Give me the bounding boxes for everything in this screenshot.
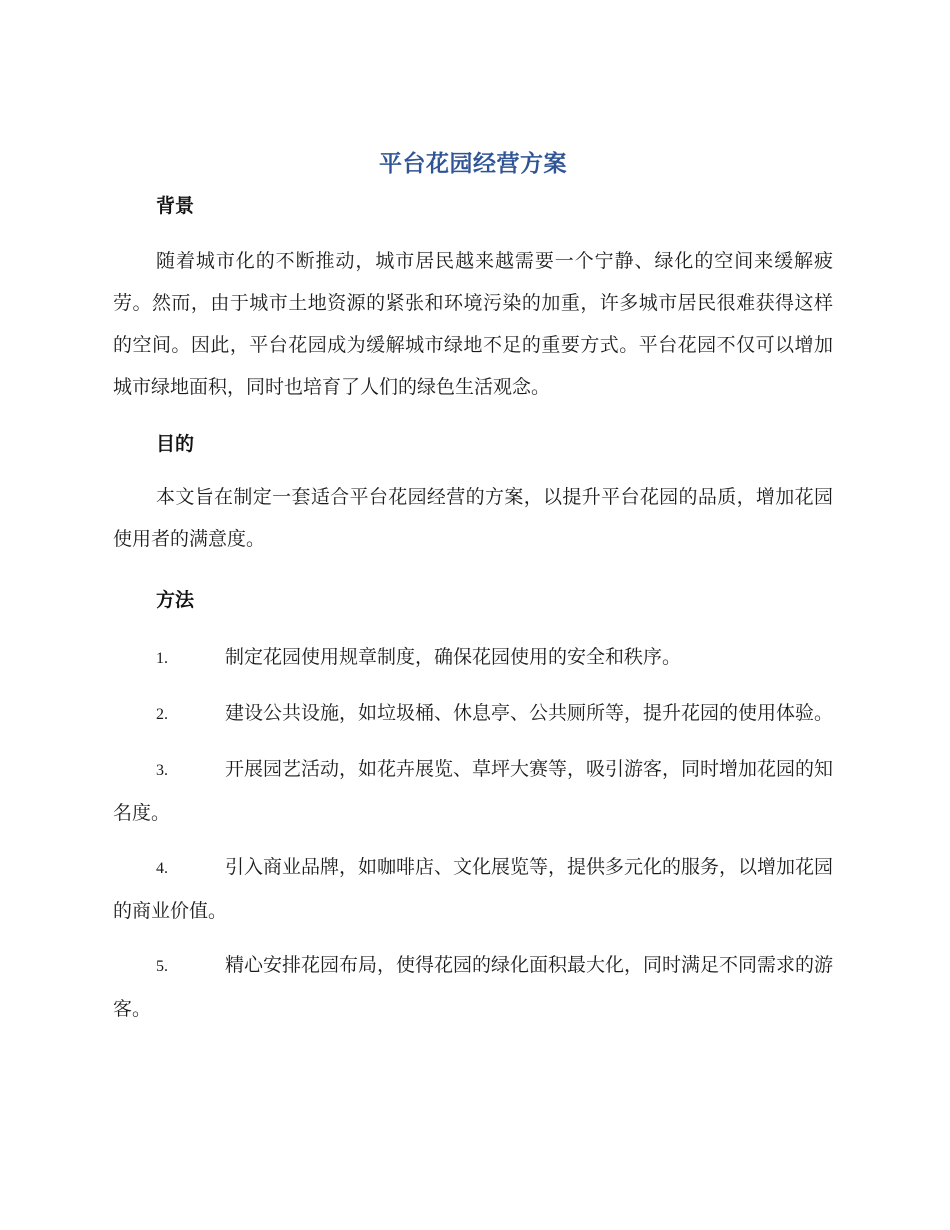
list-text: 精心安排花园布局，使得花园的绿化面积最大化，同时满足不同需求的游客。 <box>113 954 834 1020</box>
list-text: 建设公共设施，如垃圾桶、休息亭、公共厕所等，提升花园的使用体验。 <box>225 702 834 724</box>
list-number: 4. <box>156 860 168 877</box>
list-item <box>113 846 833 932</box>
list-item <box>113 748 833 834</box>
list-number: 5. <box>156 958 168 975</box>
section-heading-method: 方法 <box>156 589 195 611</box>
paragraph-background: 随着城市化的不断推动，城市居民越来越需要一个宁静、绿化的空间来缓解疲劳。然而，由于城市土地资源的紧张和环境污染的加重，许多城市居民很难获得这样的空间。因此，平台花园成为缓解城市绿地不足的重要方式。平台花园不仅可以增加城市绿地面积，同时也培育了人们的绿色生活观念。 <box>113 250 833 398</box>
list-text: 制定花园使用规章制度，确保花园使用的安全和秩序。 <box>225 646 682 668</box>
section-heading-background: 背景 <box>156 195 195 217</box>
list-number: 3. <box>156 762 168 779</box>
list-item <box>113 636 833 680</box>
list-text: 引入商业品牌，如咖啡店、文化展览等，提供多元化的服务，以增加花园的商业价值。 <box>113 856 834 922</box>
section-heading-goal: 目的 <box>156 433 195 455</box>
list-number: 1. <box>156 650 168 667</box>
list-number: 2. <box>156 706 168 723</box>
document-page <box>113 148 833 1030</box>
paragraph-goal: 本文旨在制定一套适合平台花园经营的方案，以提升平台花园的品质，增加花园使用者的满意度。 <box>113 486 833 550</box>
list-item <box>113 692 833 736</box>
list-text: 开展园艺活动，如花卉展览、草坪大赛等，吸引游客，同时增加花园的知名度。 <box>113 758 834 824</box>
method-list <box>113 636 833 1030</box>
list-item <box>113 944 833 1030</box>
document-title: 平台花园经营方案 <box>379 151 567 177</box>
